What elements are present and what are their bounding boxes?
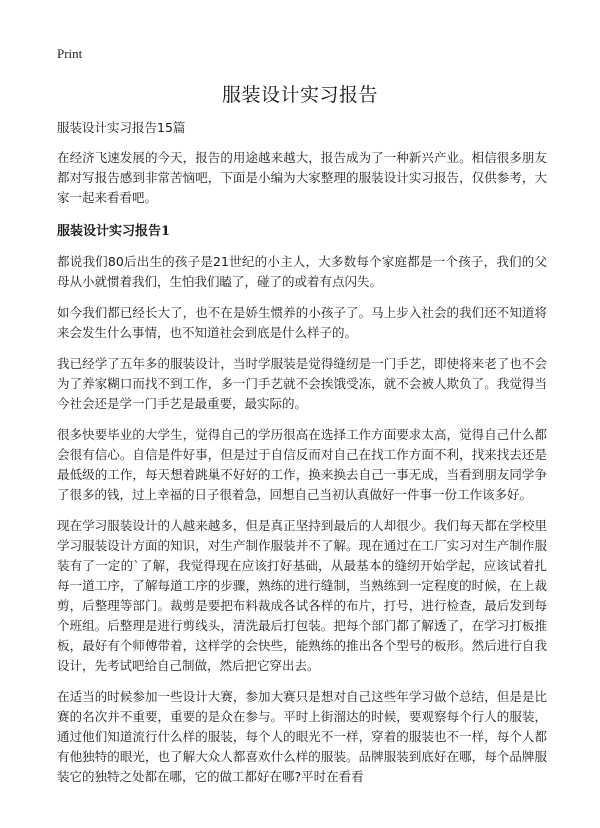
document-body <box>57 118 547 798</box>
document-title: 服装设计实习报告 <box>221 84 378 106</box>
document-subtitle: 服装设计实习报告15篇 <box>57 120 186 135</box>
body-paragraph: 现在学习服装设计的人越来越多，但是真正坚持到最后的人却很少。我们每天都在学校里学习服装设计方面的知识，对生产制作服装并不了解。现在通过在工厂实习对生产制作服装有了一定的`了解，我觉得现在应该打好基础，从最基本的缝纫开始学起，应该试着扎每一道工序，了解每道工序的步骤，熟练的进行缝制，当熟练到一定程度的时候，在上裁剪，后整理等部门。裁剪是要把布料裁成各试各样的布片，打号，进行检查，最后发到每个班组。后整理是进行剪线头，清洗最后打包装。把每个部门都了解透了，在学习打板推板，最好有个师傅带着，这样学的会快些，能熟练的推出各个型号的板形。然后进行自我设计，先考试吧给自己制做，然后把它穿出去。 <box>57 518 547 673</box>
body-paragraph: 如今我们都已经长大了，也不在是娇生惯养的小孩子了。马上步入社会的我们还不知道将来会发生什么事情，也不知道社会到底是什么样子的。 <box>57 305 547 340</box>
intro-paragraph: 在经济飞速发展的今天，报告的用途越来越大，报告成为了一种新兴产业。相信很多朋友都对写报告感到非常苦恼吧，下面是小编为大家整理的服装设计实习报告，仅供参考，大家一起来看看吧。 <box>57 150 547 205</box>
body-paragraph: 在适当的时候参加一些设计大赛，参加大赛只是想对自己这些年学习做个总结，但是是比赛的名次并不重要，重要的是众在参与。平时上街溜达的时候，要观察每个行人的服装，通过他们知道流行什么样的服装，每个人的眼光不一样，穿着的服装也不一样，每个人都有他独特的眼光，也了解大众人都喜欢什么样的服装。品牌服装到底好在哪，每个品牌服装它的独特之处都在哪，它的做工都好在哪?平时在看看 <box>57 689 547 784</box>
body-paragraph: 很多快要毕业的大学生，觉得自己的学历很高在选择工作方面要求太高，觉得自己什么都会很有信心。自信是件好事，但是过于自信反而对自己在找工作方面不利，找来找去还是最低级的工作，每天想着跳巢不好好的工作，换来换去自己一事无成，当看到朋友同学争了很多的钱，过上幸福的日子很着急，回想自己当初认真做好一件事一份工作该多好。 <box>57 427 547 502</box>
body-paragraph: 我已经学了五年多的服装设计，当时学服装是觉得缝纫是一门手艺，即使将来老了也不会为了养家糊口而找不到工作，多一门手艺就不会挨饿受冻，就不会被人欺负了。我觉得当今社会还是学一门手艺是最重要，最实际的。 <box>57 356 547 411</box>
body-paragraph: 都说我们80后出生的孩子是21世纪的小主人，大多数每个家庭都是一个孩子，我们的父母从小就惯着我们，生怕我们瞌了，碰了的或着有点闪失。 <box>57 254 547 289</box>
print-link[interactable]: Print <box>57 46 83 61</box>
section-heading: 服装设计实习报告1 <box>57 224 171 239</box>
